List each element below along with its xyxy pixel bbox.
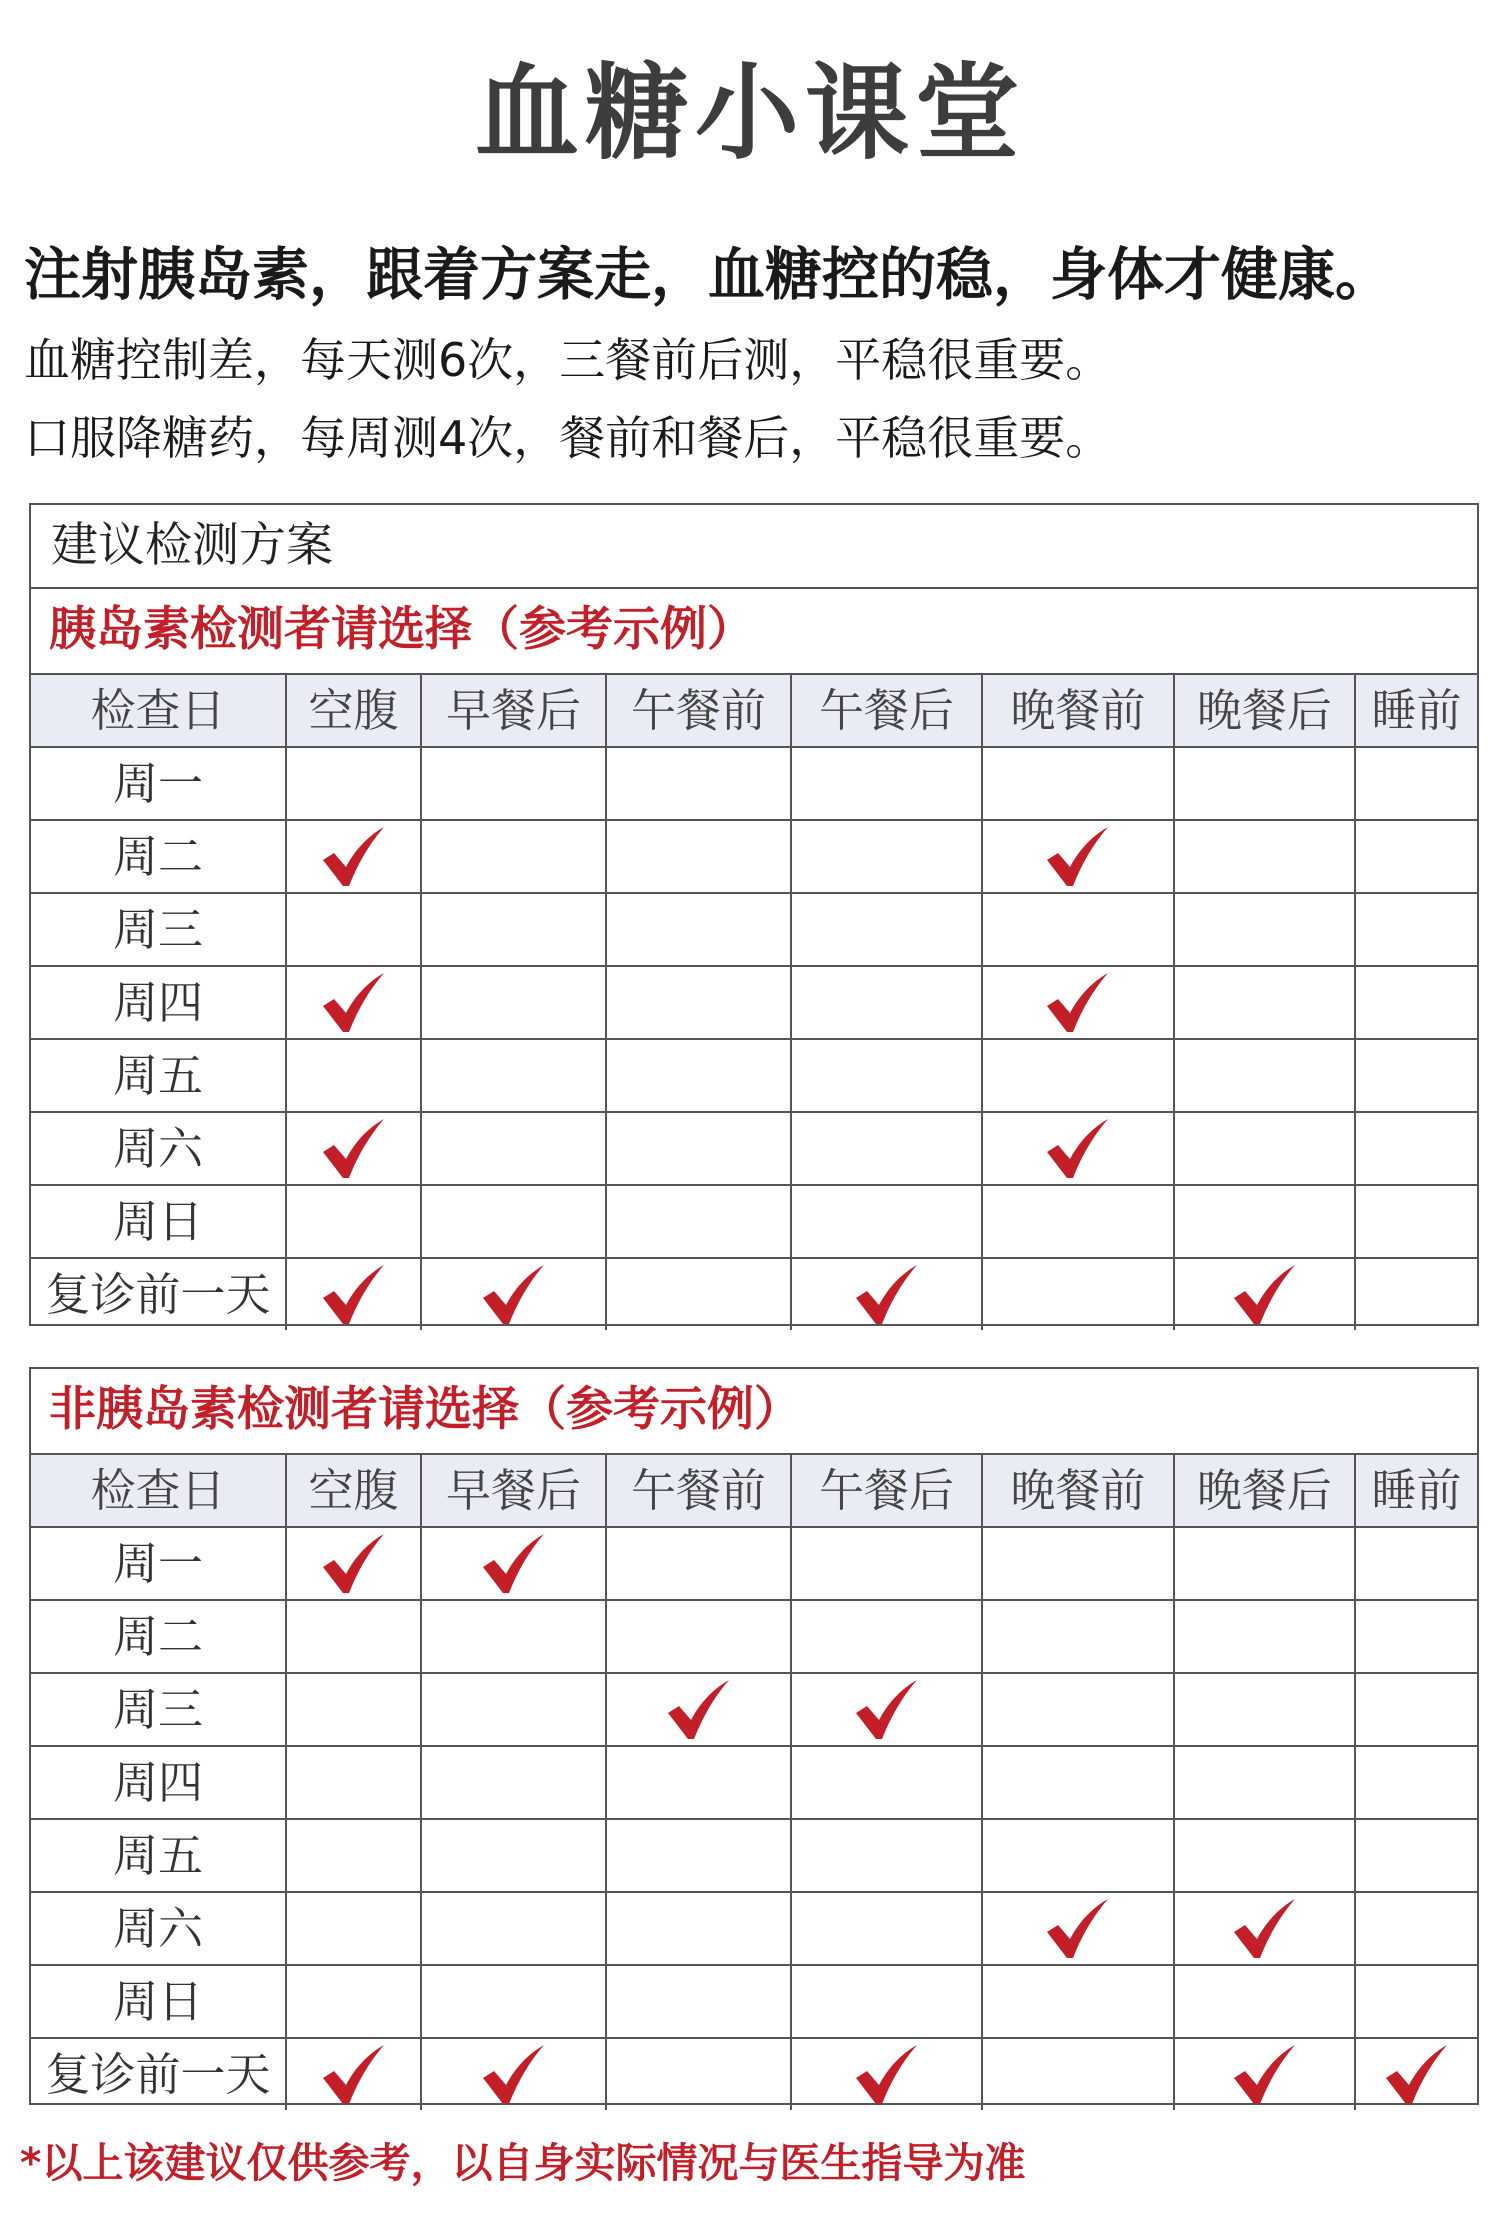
- column-header: 晚餐后: [1174, 674, 1355, 747]
- insulin-heading: 胰岛素检测者请选择（参考示例）: [49, 602, 754, 657]
- check-cell: [982, 1258, 1174, 1330]
- check-cell: [982, 1112, 1174, 1185]
- check-cell: [421, 2038, 606, 2110]
- checkmark-icon: [854, 1264, 920, 1326]
- check-cell: [286, 1258, 421, 1330]
- check-cell: [982, 966, 1174, 1039]
- check-cell: [1174, 966, 1355, 1039]
- column-header: 晚餐前: [982, 1454, 1174, 1527]
- day-cell: 周一: [31, 747, 286, 820]
- column-header: 空腹: [286, 1454, 421, 1527]
- check-cell: [791, 747, 982, 820]
- info-line-oral: 口服降糖药，每周测4次，餐前和餐后，平稳很重要。: [24, 411, 1112, 465]
- check-cell: [1174, 1258, 1355, 1330]
- check-cell: [982, 1600, 1174, 1673]
- checkmark-icon: [1045, 972, 1111, 1034]
- column-header: 午餐前: [606, 1454, 791, 1527]
- check-cell: [286, 2038, 421, 2110]
- check-cell: [286, 1819, 421, 1892]
- check-cell: [1355, 1258, 1477, 1330]
- check-cell: [286, 747, 421, 820]
- check-cell: [421, 1112, 606, 1185]
- checkmark-icon: [321, 1533, 387, 1595]
- check-cell: [286, 1965, 421, 2038]
- check-cell: [1174, 893, 1355, 966]
- table-row: [31, 966, 1477, 1039]
- check-cell: [791, 1185, 982, 1258]
- day-cell: 周一: [31, 1527, 286, 1600]
- lead-text: 注射胰岛素，跟着方案走，血糖控的稳，身体才健康。: [24, 242, 1392, 308]
- check-cell: [1174, 747, 1355, 820]
- check-cell: [421, 1258, 606, 1330]
- check-cell: [606, 1527, 791, 1600]
- table-row: [31, 1600, 1477, 1673]
- checkmark-icon: [481, 1264, 547, 1326]
- check-cell: [1355, 1185, 1477, 1258]
- check-cell: [791, 1600, 982, 1673]
- day-cell: 复诊前一天: [31, 2038, 286, 2110]
- day-cell: 周四: [31, 966, 286, 1039]
- check-cell: [286, 966, 421, 1039]
- check-cell: [286, 820, 421, 893]
- check-cell: [1174, 1965, 1355, 2038]
- check-cell: [286, 1185, 421, 1258]
- day-cell: 周四: [31, 1746, 286, 1819]
- day-cell: 周二: [31, 820, 286, 893]
- check-cell: [286, 1746, 421, 1819]
- checkmark-icon: [1232, 1898, 1298, 1960]
- check-cell: [1355, 1673, 1477, 1746]
- check-cell: [421, 1819, 606, 1892]
- column-header: 早餐后: [421, 1454, 606, 1527]
- table-row: [31, 1965, 1477, 2038]
- check-cell: [421, 893, 606, 966]
- day-cell: 周二: [31, 1600, 286, 1673]
- check-cell: [1355, 820, 1477, 893]
- check-cell: [606, 1673, 791, 1746]
- check-cell: [791, 1527, 982, 1600]
- check-cell: [606, 1185, 791, 1258]
- checkmark-icon: [1045, 826, 1111, 888]
- insulin-plan-panel: [29, 503, 1479, 1326]
- check-cell: [791, 1746, 982, 1819]
- check-cell: [1174, 1185, 1355, 1258]
- check-cell: [1355, 1600, 1477, 1673]
- checkmark-icon: [321, 1264, 387, 1326]
- check-cell: [606, 1892, 791, 1965]
- column-header: 午餐前: [606, 674, 791, 747]
- check-cell: [421, 1185, 606, 1258]
- check-cell: [791, 893, 982, 966]
- column-header-day: 检查日: [31, 1454, 286, 1527]
- check-cell: [286, 1112, 421, 1185]
- check-cell: [982, 1185, 1174, 1258]
- check-cell: [606, 1112, 791, 1185]
- day-cell: 周六: [31, 1112, 286, 1185]
- check-cell: [1355, 893, 1477, 966]
- check-cell: [1174, 1892, 1355, 1965]
- checkmark-icon: [1384, 2044, 1450, 2106]
- check-cell: [1174, 2038, 1355, 2110]
- check-cell: [791, 820, 982, 893]
- check-cell: [606, 1039, 791, 1112]
- check-cell: [606, 1600, 791, 1673]
- check-cell: [606, 1258, 791, 1330]
- table-row: [31, 1746, 1477, 1819]
- check-cell: [421, 1527, 606, 1600]
- day-cell: 周三: [31, 893, 286, 966]
- check-cell: [1174, 1600, 1355, 1673]
- check-cell: [1355, 1892, 1477, 1965]
- check-cell: [982, 1527, 1174, 1600]
- check-cell: [286, 1600, 421, 1673]
- column-header: 睡前: [1355, 1454, 1477, 1527]
- table-row: [31, 1185, 1477, 1258]
- checkmark-icon: [854, 1679, 920, 1741]
- column-header: 晚餐前: [982, 674, 1174, 747]
- table-row: [31, 1112, 1477, 1185]
- check-cell: [791, 1965, 982, 2038]
- checkmark-icon: [481, 1533, 547, 1595]
- check-cell: [1174, 1112, 1355, 1185]
- check-cell: [421, 1892, 606, 1965]
- checkmark-icon: [321, 826, 387, 888]
- day-cell: 周五: [31, 1819, 286, 1892]
- check-cell: [982, 1892, 1174, 1965]
- insulin-table: [31, 673, 1477, 1330]
- checkmark-icon: [1045, 1898, 1111, 1960]
- check-cell: [1174, 1527, 1355, 1600]
- check-cell: [1355, 1112, 1477, 1185]
- check-cell: [1174, 1746, 1355, 1819]
- check-cell: [791, 1673, 982, 1746]
- check-cell: [286, 1673, 421, 1746]
- checkmark-icon: [481, 2044, 547, 2106]
- checkmark-icon: [1045, 1118, 1111, 1180]
- check-cell: [606, 1746, 791, 1819]
- check-cell: [982, 2038, 1174, 2110]
- check-cell: [606, 966, 791, 1039]
- table-row: [31, 820, 1477, 893]
- check-cell: [1355, 1819, 1477, 1892]
- check-cell: [606, 1819, 791, 1892]
- check-cell: [982, 747, 1174, 820]
- non-insulin-table: [31, 1453, 1477, 2110]
- table-header-row: [31, 674, 1477, 747]
- table-row: [31, 747, 1477, 820]
- check-cell: [791, 966, 982, 1039]
- check-cell: [791, 1892, 982, 1965]
- checkmark-icon: [321, 1118, 387, 1180]
- check-cell: [982, 1673, 1174, 1746]
- check-cell: [791, 1039, 982, 1112]
- column-header: 睡前: [1355, 674, 1477, 747]
- check-cell: [606, 2038, 791, 2110]
- day-cell: 周日: [31, 1965, 286, 2038]
- column-header: 午餐后: [791, 1454, 982, 1527]
- check-cell: [791, 1112, 982, 1185]
- check-cell: [606, 747, 791, 820]
- table-row: [31, 1673, 1477, 1746]
- check-cell: [791, 1819, 982, 1892]
- checkmark-icon: [1232, 1264, 1298, 1326]
- checkmark-icon: [666, 1679, 732, 1741]
- column-header-day: 检查日: [31, 674, 286, 747]
- check-cell: [286, 1039, 421, 1112]
- check-cell: [421, 1039, 606, 1112]
- check-cell: [421, 1673, 606, 1746]
- check-cell: [1355, 747, 1477, 820]
- checkmark-icon: [854, 2044, 920, 2106]
- day-cell: 周五: [31, 1039, 286, 1112]
- table-header-row: [31, 1454, 1477, 1527]
- check-cell: [1355, 966, 1477, 1039]
- check-cell: [982, 1746, 1174, 1819]
- page-title: 血糖小课堂: [474, 52, 1025, 174]
- check-cell: [421, 820, 606, 893]
- check-cell: [421, 1600, 606, 1673]
- table-row: [31, 893, 1477, 966]
- check-cell: [982, 820, 1174, 893]
- table-row: [31, 1039, 1477, 1112]
- column-header: 早餐后: [421, 674, 606, 747]
- table-row: [31, 1892, 1477, 1965]
- check-cell: [1355, 2038, 1477, 2110]
- check-cell: [421, 966, 606, 1039]
- day-cell: 复诊前一天: [31, 1258, 286, 1330]
- check-cell: [606, 1965, 791, 2038]
- check-cell: [1355, 1965, 1477, 2038]
- check-cell: [1174, 1819, 1355, 1892]
- checkmark-icon: [321, 972, 387, 1034]
- footnote: *以上该建议仅供参考，以自身实际情况与医生指导为准: [20, 2139, 1026, 2187]
- check-cell: [982, 1965, 1174, 2038]
- check-cell: [286, 1527, 421, 1600]
- check-cell: [1174, 1039, 1355, 1112]
- check-cell: [606, 820, 791, 893]
- check-cell: [1355, 1039, 1477, 1112]
- non-insulin-plan-panel: [29, 1367, 1479, 2105]
- check-cell: [791, 2038, 982, 2110]
- non-insulin-heading: 非胰岛素检测者请选择（参考示例）: [49, 1382, 801, 1437]
- check-cell: [982, 1819, 1174, 1892]
- check-cell: [606, 893, 791, 966]
- day-cell: 周三: [31, 1673, 286, 1746]
- check-cell: [1174, 820, 1355, 893]
- check-cell: [982, 893, 1174, 966]
- table-row: [31, 1819, 1477, 1892]
- check-cell: [421, 1746, 606, 1819]
- check-cell: [982, 1039, 1174, 1112]
- day-cell: 周日: [31, 1185, 286, 1258]
- check-cell: [421, 1965, 606, 2038]
- table-row: [31, 1527, 1477, 1600]
- day-cell: 周六: [31, 1892, 286, 1965]
- check-cell: [1355, 1746, 1477, 1819]
- check-cell: [1355, 1527, 1477, 1600]
- table-row: [31, 1258, 1477, 1330]
- column-header: 晚餐后: [1174, 1454, 1355, 1527]
- info-line-insulin: 血糖控制差，每天测6次，三餐前后测，平稳很重要。: [24, 333, 1112, 387]
- checkmark-icon: [321, 2044, 387, 2106]
- table-row: [31, 2038, 1477, 2110]
- check-cell: [1174, 1673, 1355, 1746]
- column-header: 午餐后: [791, 674, 982, 747]
- check-cell: [286, 1892, 421, 1965]
- check-cell: [421, 747, 606, 820]
- plan-heading: 建议检测方案: [31, 505, 1477, 589]
- checkmark-icon: [1232, 2044, 1298, 2106]
- check-cell: [286, 893, 421, 966]
- column-header: 空腹: [286, 674, 421, 747]
- check-cell: [791, 1258, 982, 1330]
